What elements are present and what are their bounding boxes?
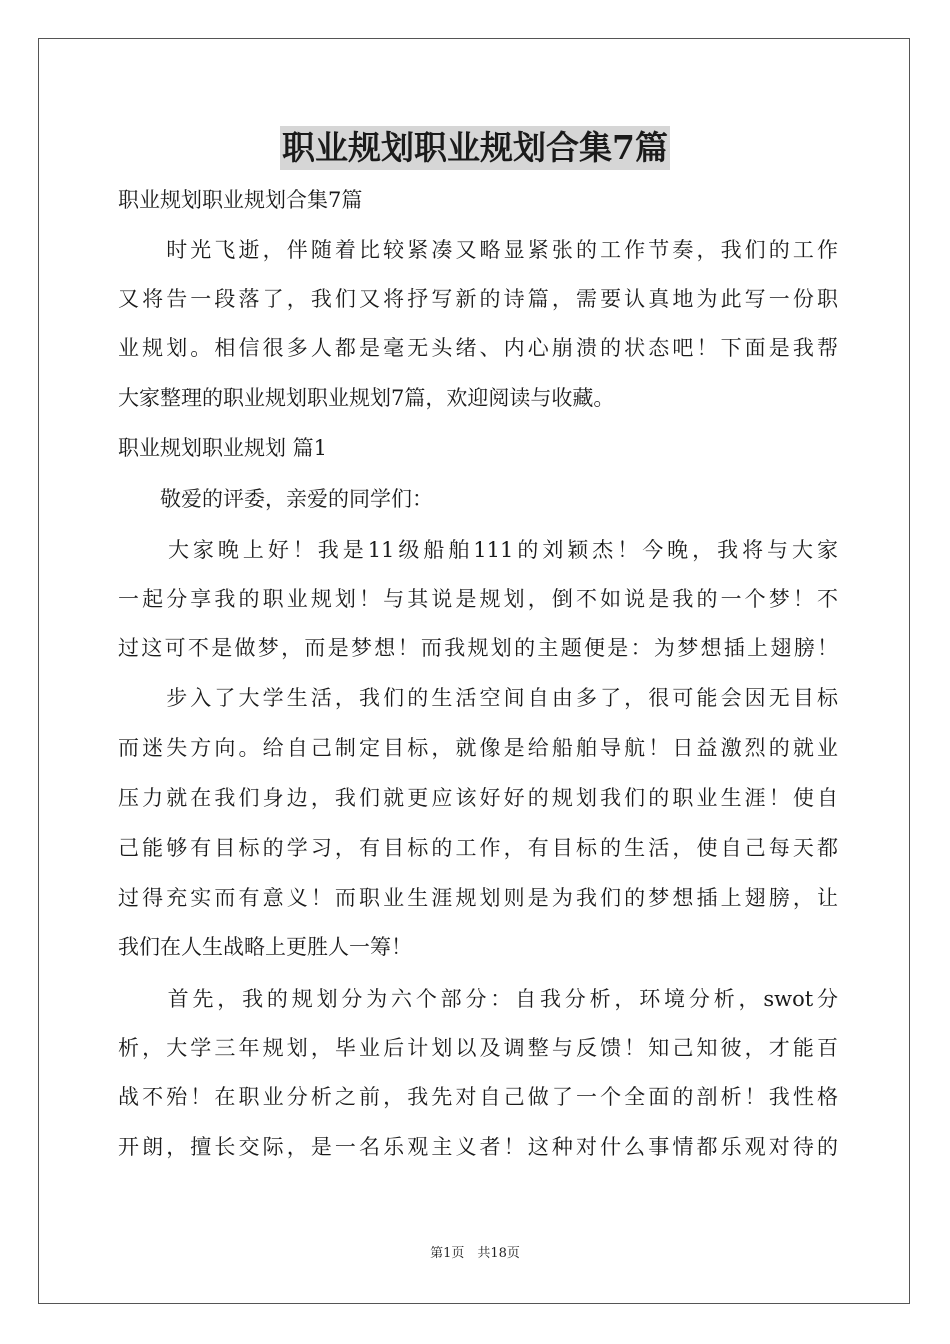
paragraph-line: 业规划。相信很多人都是毫无头绪、内心崩溃的状态吧！下面是我帮 xyxy=(118,336,838,360)
paragraph-line: 而迷失方向。给自己制定目标，就像是给船舶导航！日益激烈的就业 xyxy=(118,736,838,760)
paragraph-line: 过得充实而有意义！而职业生涯规划则是为我们的梦想插上翅膀，让 xyxy=(118,886,838,910)
paragraph-line: 又将告一段落了，我们又将抒写新的诗篇，需要认真地为此写一份职 xyxy=(118,287,838,311)
paragraph-line: 我们在人生战略上更胜人一筹！ xyxy=(118,935,412,959)
document-title: 职业规划职业规划合集7篇 xyxy=(280,126,670,170)
page-footer: 第1页 共18页 xyxy=(430,1246,520,1261)
subtitle-line: 职业规划职业规划合集7篇 xyxy=(118,188,363,212)
paragraph-line: 时光飞逝，伴随着比较紧凑又略显紧张的工作节奏，我们的工作 xyxy=(118,238,838,262)
paragraph-line: 己能够有目标的学习，有目标的工作，有目标的生活，使自己每天都 xyxy=(118,836,838,860)
paragraph-line: 开朗，擅长交际，是一名乐观主义者！这种对什么事情都乐观对待的 xyxy=(118,1135,838,1159)
paragraph-line: 析，大学三年规划，毕业后计划以及调整与反馈！知己知彼，才能百 xyxy=(118,1036,838,1060)
title-container xyxy=(0,126,950,170)
paragraph-line: 大家整理的职业规划职业规划7篇，欢迎阅读与收藏。 xyxy=(118,386,615,410)
section-heading: 职业规划职业规划 篇1 xyxy=(118,436,328,460)
paragraph-line: 首先，我的规划分为六个部分：自我分析，环境分析，swot分 xyxy=(118,987,838,1011)
paragraph-line: 一起分享我的职业规划！与其说是规划，倒不如说是我的一个梦！不 xyxy=(118,587,838,611)
paragraph-line: 敬爱的评委，亲爱的同学们： xyxy=(118,487,433,511)
paragraph-line: 战不殆！在职业分析之前，我先对自己做了一个全面的剖析！我性格 xyxy=(118,1085,838,1109)
paragraph-line: 压力就在我们身边，我们就更应该好好的规划我们的职业生涯！使自 xyxy=(118,786,838,810)
paragraph-line: 大家晚上好！我是11级船舶111的刘颖杰！今晚，我将与大家 xyxy=(118,538,838,562)
paragraph-line: 过这可不是做梦，而是梦想！而我规划的主题便是：为梦想插上翅膀！ xyxy=(118,636,838,660)
paragraph-line: 步入了大学生活，我们的生活空间自由多了，很可能会因无目标 xyxy=(118,686,838,710)
page-border xyxy=(38,38,910,1304)
